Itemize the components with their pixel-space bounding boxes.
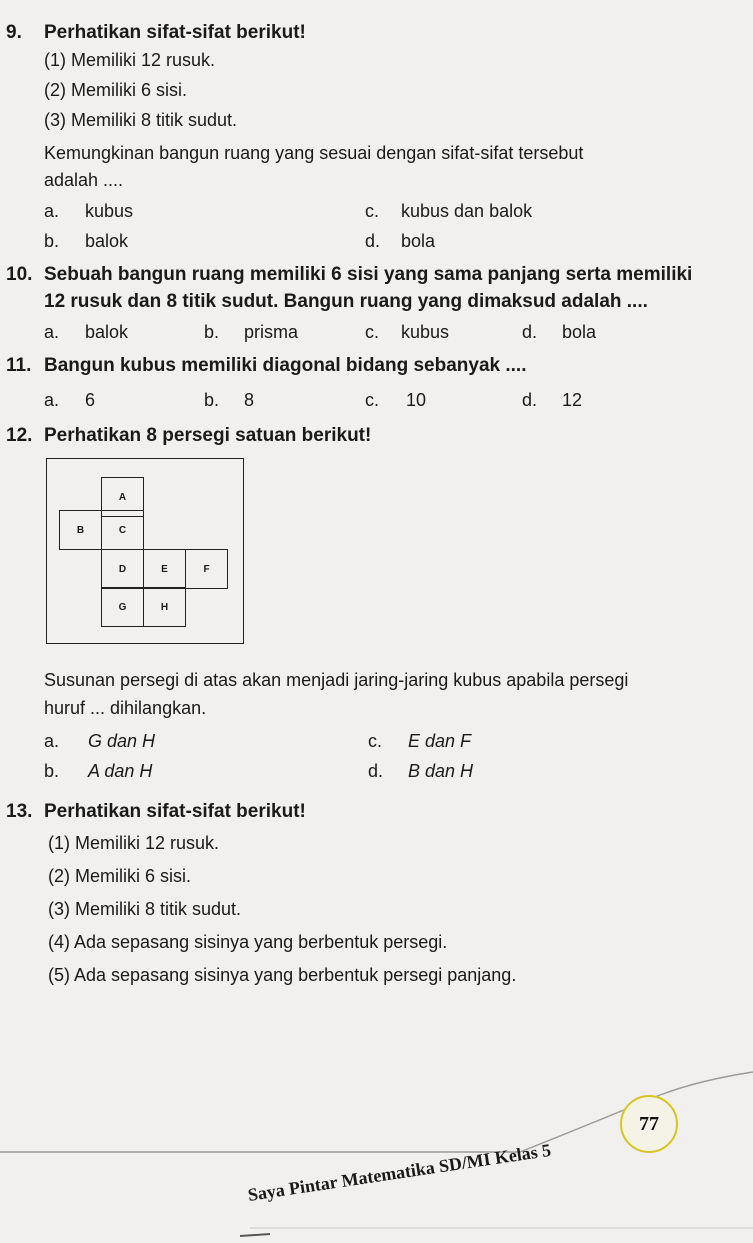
- q9-option-a-letter: a.: [44, 201, 60, 221]
- q9-prop-3: (3) Memiliki 8 titik sudut.: [44, 110, 238, 130]
- q10-option-d-letter: d.: [522, 322, 538, 342]
- q12-option-b: A dan H: [88, 761, 153, 781]
- q13-prop-4: (4) Ada sepasang sisinya yang berbentuk persegi.: [48, 932, 448, 952]
- net-square-f: F: [185, 549, 228, 589]
- q13-prop-3: (3) Memiliki 8 titik sudut.: [48, 899, 242, 919]
- net-square-d: D: [101, 549, 144, 589]
- q12-question-line1: Susunan persegi di atas akan menjadi jaring-jaring kubus apabila persegi: [44, 670, 629, 690]
- q11-option-c-letter: c.: [365, 390, 380, 410]
- q10-option-b-letter: b.: [204, 322, 220, 342]
- q12-stem: Perhatikan 8 persegi satuan berikut!: [44, 425, 372, 446]
- q11-option-c: 10: [406, 390, 427, 410]
- q12-option-c-letter: c.: [368, 731, 383, 751]
- q10-option-c-letter: c.: [365, 322, 380, 342]
- q10-line1: Sebuah bangun ruang memiliki 6 sisi yang sama panjang serta memiliki: [44, 264, 693, 285]
- q11-option-a-letter: a.: [44, 390, 60, 410]
- q9-stem: Perhatikan sifat-sifat berikut!: [44, 22, 306, 43]
- q13-number: 13.: [6, 801, 33, 822]
- q12-option-d-letter: d.: [368, 761, 384, 781]
- q10-option-a-letter: a.: [44, 322, 60, 342]
- q9-option-d-letter: d.: [365, 231, 381, 251]
- q9-option-c-letter: c.: [365, 201, 380, 221]
- q9-question-line2: adalah ....: [44, 170, 124, 190]
- q13-prop-1: (1) Memiliki 12 rusuk.: [48, 833, 220, 853]
- q11-stem: Bangun kubus memiliki diagonal bidang sebanyak ....: [44, 355, 527, 376]
- net-square-g: G: [101, 587, 144, 627]
- q10-option-c: kubus: [401, 322, 450, 342]
- q12-option-a: G dan H: [88, 731, 156, 751]
- cube-net-figure: [46, 458, 244, 644]
- net-square-e: E: [143, 549, 186, 589]
- net-square-a: A: [101, 477, 144, 517]
- q10-option-b: prisma: [244, 322, 299, 342]
- q10-line2: 12 rusuk dan 8 titik sudut. Bangun ruang yang dimaksud adalah ....: [44, 291, 648, 312]
- net-square-h: H: [143, 587, 186, 627]
- net-square-b: B: [59, 510, 102, 550]
- q12-option-b-letter: b.: [44, 761, 60, 781]
- book-title: Saya Pintar Matematika SD/MI Kelas 5: [246, 1139, 553, 1205]
- q13-prop-5: (5) Ada sepasang sisinya yang berbentuk persegi panjang.: [48, 965, 517, 985]
- q9-number: 9.: [6, 22, 22, 43]
- q9-question-line1: Kemungkinan bangun ruang yang sesuai dengan sifat-sifat tersebut: [44, 143, 584, 163]
- q12-option-d: B dan H: [408, 761, 474, 781]
- net-square-c: C: [101, 510, 144, 550]
- q13-stem: Perhatikan sifat-sifat berikut!: [44, 801, 306, 822]
- q11-option-a: 6: [85, 390, 96, 410]
- q9-option-c: kubus dan balok: [401, 201, 533, 221]
- q9-option-a: kubus: [85, 201, 134, 221]
- q12-question-line2: huruf ... dihilangkan.: [44, 698, 207, 718]
- q9-option-b: balok: [85, 231, 129, 251]
- q9-option-b-letter: b.: [44, 231, 60, 251]
- q9-option-d: bola: [401, 231, 436, 251]
- q10-option-a: balok: [85, 322, 129, 342]
- q12-option-c: E dan F: [408, 731, 472, 751]
- q12-option-a-letter: a.: [44, 731, 60, 751]
- q11-number: 11.: [6, 355, 32, 376]
- q13-prop-2: (2) Memiliki 6 sisi.: [48, 866, 192, 886]
- q11-option-d-letter: d.: [522, 390, 538, 410]
- q9-prop-1: (1) Memiliki 12 rusuk.: [44, 50, 216, 70]
- q12-number: 12.: [6, 425, 33, 446]
- q11-option-b-letter: b.: [204, 390, 220, 410]
- q11-option-d: 12: [562, 390, 583, 410]
- q10-option-d: bola: [562, 322, 597, 342]
- q10-number: 10.: [6, 264, 33, 285]
- q9-prop-2: (2) Memiliki 6 sisi.: [44, 80, 188, 100]
- q11-option-b: 8: [244, 390, 255, 410]
- page-number-badge: 77: [620, 1095, 678, 1153]
